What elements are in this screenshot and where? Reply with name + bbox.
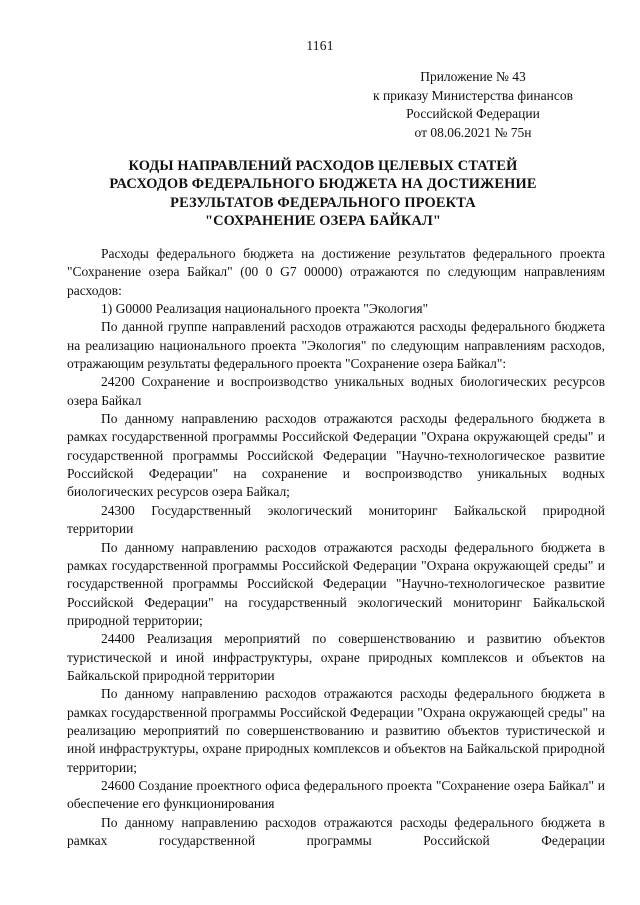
title-line: РАСХОДОВ ФЕДЕРАЛЬНОГО БЮДЖЕТА НА ДОСТИЖЕНИЕ bbox=[109, 176, 537, 193]
document-body bbox=[67, 245, 605, 850]
paragraph: По данному направлению расходов отражаются расходы федерального бюджета в рамках государственной программы Российской Федерации "Охрана окружающей среды" на реализацию мероприятий по совершенствованию и развитию объектов туристической и иной инфраструктуры, охране природных комплексов и объектов на Байкальской природной территории; bbox=[67, 686, 605, 775]
document-title bbox=[48, 157, 598, 230]
paragraph: По данному направлению расходов отражаются расходы федерального бюджета в рамках государственной программы Российской Федерации bbox=[67, 814, 605, 848]
title-line: КОДЫ НАПРАВЛЕНИЙ РАСХОДОВ ЦЕЛЕВЫХ СТАТЕЙ bbox=[128, 158, 518, 174]
paragraph: По данному направлению расходов отражаются расходы федерального бюджета в рамках государственной программы Российской Федерации "Охрана окружающей среды" и государственной программы Российской Федерации "Научно-технологическое развитие Российской Федерации" на сохранение и воспроизводство уникальных водных биологических ресурсов озера Байкал; bbox=[67, 411, 605, 500]
paragraph: По данному направлению расходов отражаются расходы федерального бюджета в рамках государственной программы Российской Федерации "Охрана окружающей среды" и государственной программы Российской Федерации "Научно-технологическое развитие Российской Федерации" на государственный экологический мониторинг Байкальской природной территории; bbox=[67, 539, 605, 628]
appendix-line: к приказу Министерства финансов bbox=[373, 87, 573, 103]
appendix-line: от 08.06.2021 № 75н bbox=[414, 124, 532, 140]
title-line: "СОХРАНЕНИЕ ОЗЕРА БАЙКАЛ" bbox=[204, 212, 442, 229]
paragraph-code-24300: 24300 Государственный экологический мониторинг Байкальской природной территории bbox=[67, 502, 605, 537]
title-line: РЕЗУЛЬТАТОВ ФЕДЕРАЛЬНОГО ПРОЕКТА bbox=[170, 194, 476, 211]
appendix-header bbox=[350, 68, 596, 142]
paragraph-intro: Расходы федерального бюджета на достижение результатов федерального проекта "Сохранение озера Байкал" (00 0 G7 00000) отражаются по следующим направлениям расходов: bbox=[67, 246, 605, 298]
page-number: 1161 bbox=[306, 38, 334, 53]
appendix-line: Российской Федерации bbox=[406, 106, 540, 122]
paragraph-code-24200: 24200 Сохранение и воспроизводство уникальных водных биологических ресурсов озера Байкал bbox=[67, 374, 605, 408]
appendix-line: Приложение № 43 bbox=[420, 69, 526, 84]
paragraph-code-24600: 24600 Создание проектного офиса федерального проекта "Сохранение озера Байкал" и обеспечение его функционирования bbox=[67, 777, 605, 812]
paragraph-code-24400: 24400 Реализация мероприятий по совершенствованию и развитию объектов туристической и иной инфраструктуры, охране природных комплексов и объектов на Байкальской природной территории bbox=[67, 631, 605, 683]
paragraph: По данной группе направлений расходов отражаются расходы федерального бюджета на реализацию национального проекта "Экология" по следующим направлениям расходов, отражающим результаты федерального проекта "Сохранение озера Байкал": bbox=[67, 319, 605, 372]
paragraph-section-heading: 1) G0000 Реализация национального проекта "Экология" bbox=[101, 301, 429, 317]
